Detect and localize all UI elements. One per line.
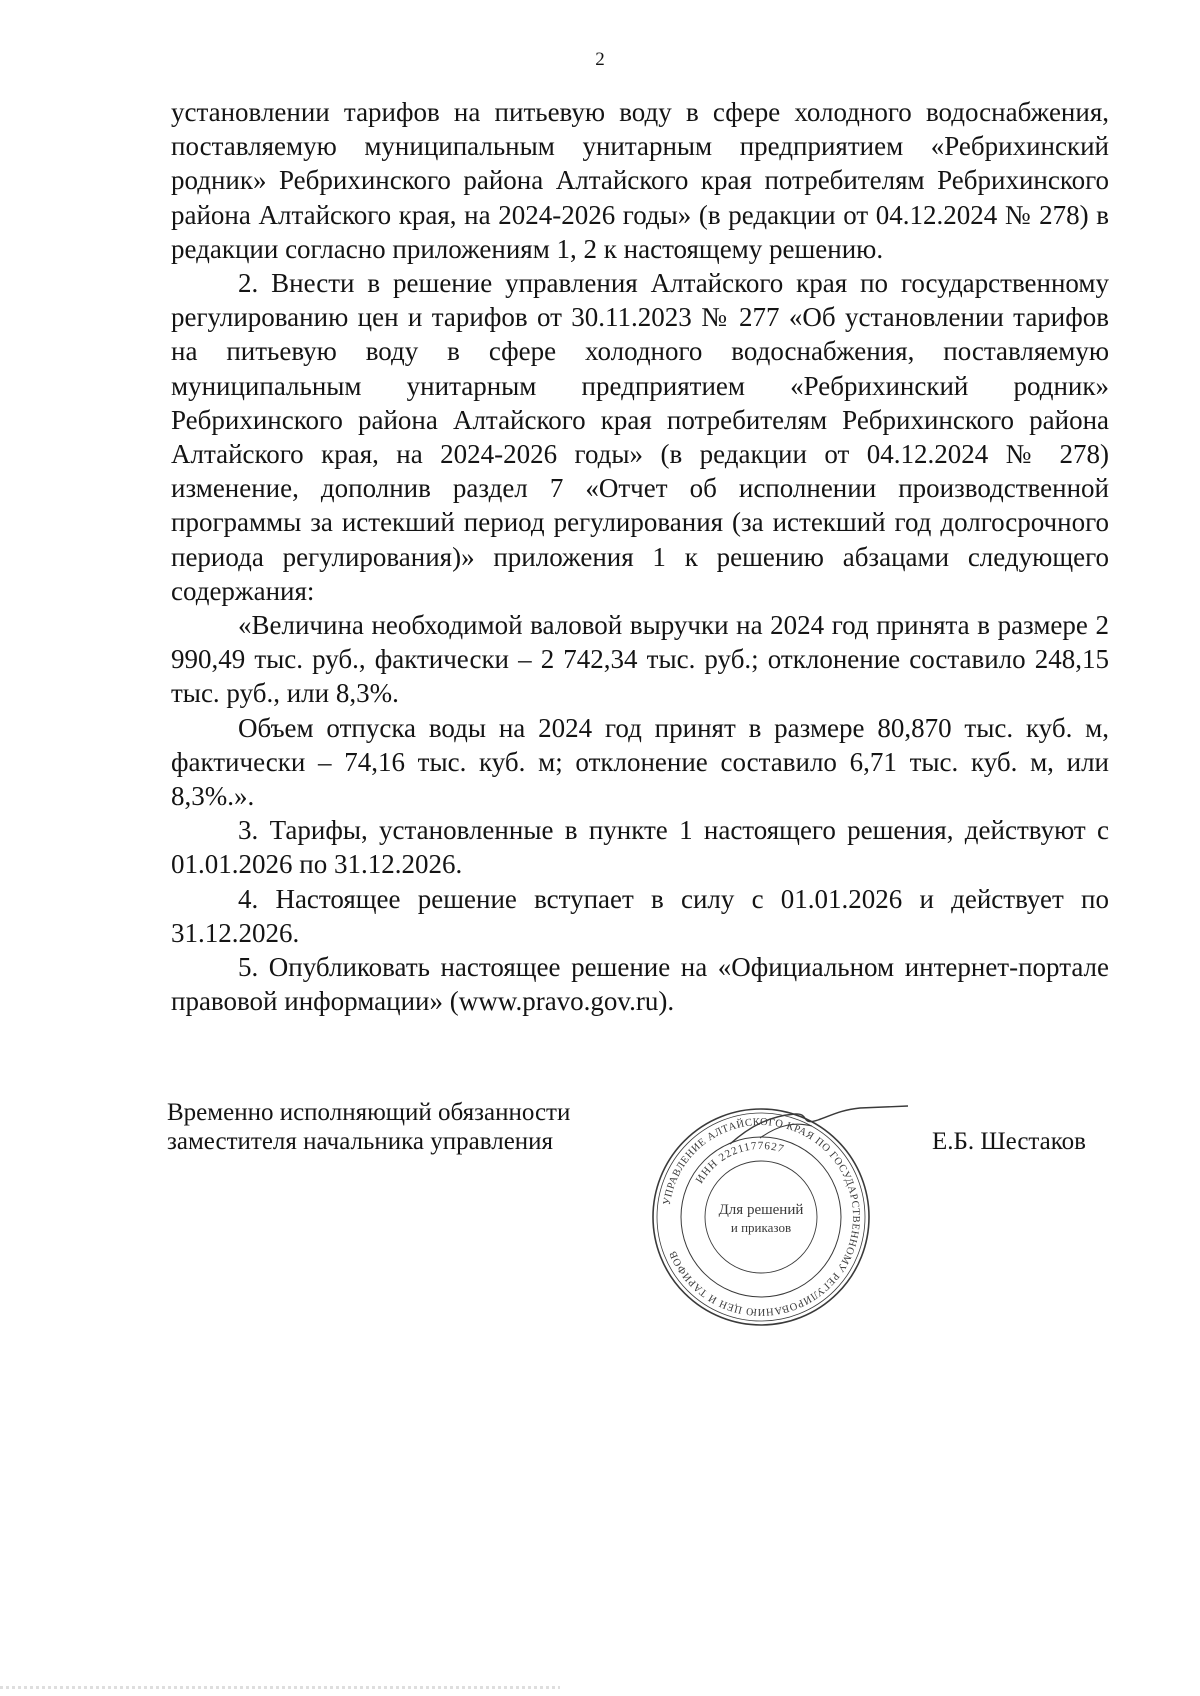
page-number: 2 (595, 49, 605, 70)
signatory-position (167, 1098, 570, 1156)
seal-outer-text: УПРАВЛЕНИЕ АЛТАЙСКОГО КРАЯ ПО ГОСУДАРСТВЕННОМУ РЕГУЛИРОВАНИЮ ЦЕН И ТАРИФОВ (661, 1116, 862, 1318)
seal-inn-text: ИНН 2221177627 (693, 1139, 786, 1186)
paragraph-revenue: «Величина необходимой валовой выручки на 2024 год принята в размере 2 990,49 тыс. руб., фактически – 2 742,34 тыс. руб.; отклонение составило 248,15 тыс. руб., или 8,3%. (171, 610, 1109, 709)
seal-center-line-1: Для решений (718, 1202, 804, 1218)
official-seal (648, 1104, 874, 1330)
scan-artifact-line (0, 1686, 560, 1689)
seal-center-line-2: и приказов (730, 1220, 792, 1235)
signatory-position-line-1: Временно исполняющий обязанности (167, 1099, 571, 1126)
document-body (171, 95, 1109, 1018)
paragraph-item-4: 4. Настоящее решение вступает в силу с 01.01.2026 и действует по 31.12.2026. (171, 883, 1109, 948)
signatory-name: Е.Б. Шестаков (932, 1128, 1086, 1155)
paragraph-item-3: 3. Тарифы, установленные в пункте 1 настоящего решения, действуют с 01.01.2026 по 31.12.2026. (171, 815, 1109, 880)
paragraph-volume: Объем отпуска воды на 2024 год принят в размере 80,870 тыс. куб. м, фактически – 74,16 тыс. куб. м; отклонение составило 6,71 тыс. куб. м, или 8,3%.». (171, 712, 1109, 812)
paragraph-item-5: 5. Опубликовать настоящее решение на «Официальном интернет-портале правовой информации» (www.pravo.gov.ru). (171, 952, 1109, 1017)
paragraph-1-continuation: установлении тарифов на питьевую воду в сфере холодного водоснабжения, поставляемую муниципальным унитарным предприятием «Ребрихинский родник» Ребрихинского района Алтайского края потребителям Ребрихинского района Алтайского края, на 2024-2026 годы» (в редакции от 04.12.2024 № 278) в редакции согласно приложениям 1, 2 к настоящему решению. (171, 97, 1109, 264)
signatory-position-line-2: заместителя начальника управления (167, 1128, 554, 1155)
paragraph-item-2: 2. Внести в решение управления Алтайского края по государственному регулированию цен и тарифов от 30.11.2023 № 277 «Об установлении тарифов на питьевую воду в сфере холодного водоснабжения, поставляемую муниципальным унитарным предприятием «Ребрихинский родник» Ребрихинского района Алтайского края потребителям Ребрихинского района Алтайского края, на 2024-2026 годы» (в редакции от 04.12.2024 № 278) изменение, дополнив раздел 7 «Отчет об исполнении производственной программы за истекший период регулирования (за истекший год долгосрочного периода регулирования)» приложения 1 к решению абзацами следующего содержания: (171, 268, 1109, 606)
